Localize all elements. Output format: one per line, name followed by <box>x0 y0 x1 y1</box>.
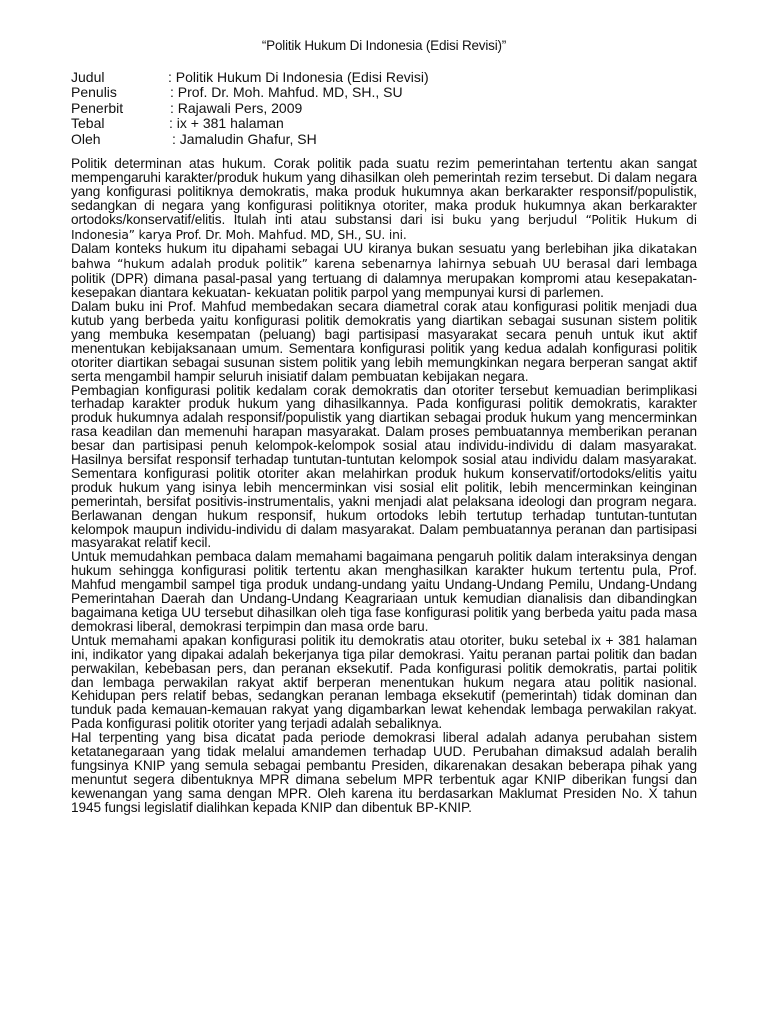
paragraph <box>71 550 697 633</box>
paragraph-text: Politik determinan atas hukum. Corak politik pada suatu rezim pemerintahan tertentu akan sangat mempengaruhi karakter/produk hukum yang dihasilkan oleh pemerintah rezim tersebut. Di dalam negara yang konfigurasi politiknya demokratis, maka produk hukumnya akan berkarakter responsif/populistik, sedangkan di negara yang konfigurasi politiknya otoriter, maka produk hukumnya akan berkarakter ortodoks/konservatif/elitis. Itulah inti atau substansi dari isi <box>71 156 697 227</box>
paragraph-text: Dalam buku ini Prof. Mahfud membedakan secara diametral corak atau konfigurasi politik menjadi dua kutub yang berbeda yaitu konfigurasi politik demokratis yang diartikan sebagai susunan sistem politik yang membuka kesempatan (peluang) bagi partisipasi masyarakat secara penuh untuk ikut aktif menentukan kebijaksanaan umum. Sementara konfigurasi politik yang kedua adalah konfigurasi politik otoriter diartikan sebagai susunan sistem politik yang lebih memungkinkan negara berperan sangat aktif serta mengambil hampir seluruh inisiatif dalam pembuatan kebijakan negara. <box>71 299 697 384</box>
body-text <box>71 157 697 815</box>
document-title: “Politik Hukum Di Indonesia (Edisi Revisi)” <box>261 38 507 53</box>
paragraph <box>71 157 697 242</box>
paragraph-text: Untuk memahami apakan konfigurasi politik itu demokratis atau otoriter, buku setebal ix + 381 halaman ini, indikator yang dipakai adalah bekerjanya tiga pilar demokrasi. Yaitu peranan partai politik dan badan perwakilan, kebebasan pers, dan peranan eksekutif. Pada konfigurasi politik demokratis, partai politik dan lembaga perwakilan rakyat aktif berperan menentukan hukum negara atau politik nasional. Kehidupan pers relatif bebas, sedangkan peranan lembaga eksekutif (pemerintah) tidak dominan dan tunduk pada kemauan-kemauan rakyat yang digambarkan lewat kehendak lembaga perwakilan rakyat. Pada konfigurasi politik otoriter yang terjadi adalah sebaliknya. <box>71 632 697 732</box>
meta-label: Judul <box>71 69 105 85</box>
paragraph <box>71 634 697 731</box>
meta-value: : ix + 381 halaman <box>169 115 284 132</box>
paragraph-text: dari lembaga politik (DPR) dimana pasal-pasal yang tertuang di dalamnya merupakan kompromi atau kesepakatan-kesepakan diantara kekuatan- kekuatan politik parpol yang mempunyai kursi di parlemen. <box>71 256 697 301</box>
meta-value: : Jamaludin Ghafur, SH <box>172 130 317 147</box>
paragraph <box>71 300 697 383</box>
paragraph <box>71 242 697 300</box>
meta-label: Penulis <box>71 84 117 101</box>
paragraph <box>71 731 697 814</box>
paragraph-text: dikatakan bahwa “hukum adalah produk politik” karena sebenarnya lahirnya sebuah UU berasal <box>71 242 697 272</box>
meta-value: : Prof. Dr. Moh. Mahfud. MD, SH., SU <box>170 84 403 101</box>
paragraph-text: buku yang berjudul “Politik Hukum di Indonesia” karya Prof. Dr. Moh. Mahfud. MD, SH., SU. ini. <box>71 212 697 242</box>
paragraph-text: Dalam konteks hukum itu dipahami sebagai UU kiranya bukan sesuatu yang berlebihan jika <box>71 241 634 257</box>
paragraph <box>71 384 697 551</box>
meta-label: Oleh <box>71 130 101 147</box>
paragraph-text: Pembagian konfigurasi politik kedalam corak demokratis dan otoriter tersebut kemuadian berimplikasi terhadap karakter produk hukum yang dihasilkannya. Pada konfigurasi politik demokratis, karakter produk hukumnya adalah responsif/populistik yang diartikan sebagai produk hukum yang mencerminkan rasa keadilan dan memenuhi harapan masyarakat. Dalam proses pembuatannya memberikan peranan besar dan partisipasi penuh kelompok-kelompok sosial atau individu-individu di dalam masyarakat. Hasilnya bersifat responsif terhadap tuntutan-tuntutan kelompok sosial atau individu dalam masyarakat. Sementara konfigurasi politik otoriter akan melahirkan produk hukum konservatif/ortodoks/elitis yaitu produk hukum yang isinya lebih mencerminkan visi sosial elit politik, lebih mencerminkan keinginan pemerintah, bersifat positivis-instrumentalis, yakni menjadi alat pelaksana ideologi dan program negara. Berlawanan dengan hukum responsif, hukum ortodoks lebih tertutup terhadap tuntutan-tuntutan kelompok maupun individu-individu di dalam masyarakat. Dalam pembuatannya peranan dan partisipasi masyarakat relatif kecil. <box>71 382 697 551</box>
meta-label: Tebal <box>71 115 105 132</box>
meta-value: : Rajawali Pers, 2009 <box>170 99 303 116</box>
meta-label: Penerbit <box>71 99 124 116</box>
paragraph-text: Hal terpenting yang bisa dicatat pada periode demokrasi liberal adalah adanya perubahan sistem ketatanegaraan yang tidak melalui amandemen terhadap UUD. Perubahan dimaksud adalah beralih fungsinya KNIP yang semula sebagai pembantu Presiden, dikarenakan desakan beberapa pihak yang menuntut segera dibentuknya MPR dimana sebelum MPR terbentuk agar KNIP diberikan fungsi dan kewenangan yang sama dengan MPR. Oleh karena itu berdasarkan Maklumat Presiden No. X tahun 1945 fungsi legislatif dialihkan kepada KNIP dan dibentuk BP-KNIP. <box>71 730 697 815</box>
meta-value: : Politik Hukum Di Indonesia (Edisi Revisi) <box>168 69 429 85</box>
paragraph-text: Untuk memudahkan pembaca dalam memahami bagaimana pengaruh politik dalam interaksinya dengan hukum sehingga konfigurasi politik tertentu akan menghasilkan karakter hukum tertentu pula, Prof. Mahfud mengambil sampel tiga produk undang-undang yaitu Undang-Undang Pemilu, Undang-Undang Pemerintahan Daerah dan Undang-Undang Keagrariaan untuk kemudian dianalisis dan dibandingkan bagaimana ketiga UU tersebut dihasilkan oleh tiga fase konfigurasi politik yang berbeda yaitu pada masa demokrasi liberal, demokrasi terpimpin dan masa orde baru. <box>71 549 697 634</box>
